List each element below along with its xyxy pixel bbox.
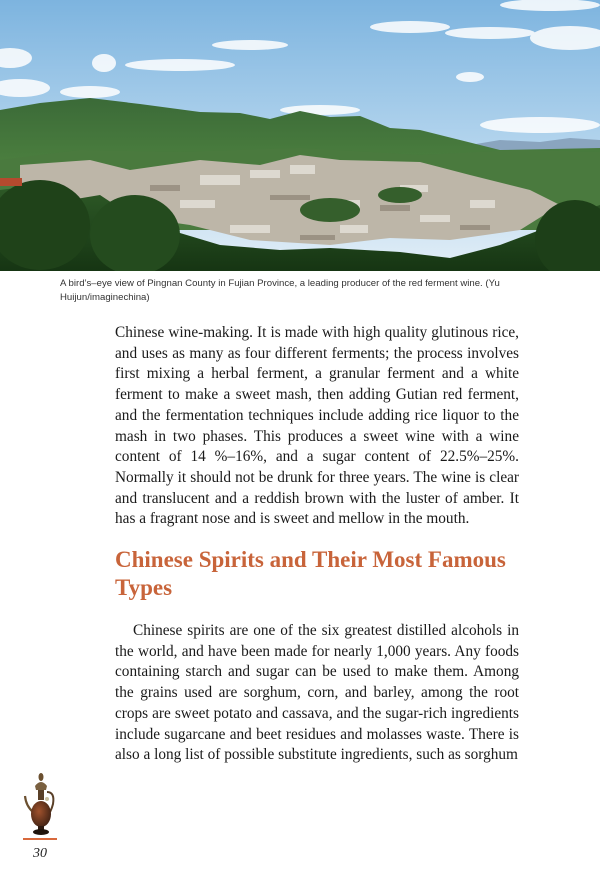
page-number: 30 [33, 846, 47, 861]
body-paragraph-2 [115, 621, 519, 766]
landscape-photo [0, 0, 600, 271]
paragraph-text: Chinese spirits are one of the six greatest distilled alcohols in the world, and have been made for nearly 1,000 years. Any foods containing starch and sugar can be used to make them. Among the grains used are sorghum, corn, and barley, among the root crops are sweet potato and cassava, and the sugar-rich ingredients include sugarcane and beet residues and molasses waste. There is also a long list of possible substitute ingredients, such as sorghum [115, 622, 519, 764]
photo-caption: A bird’s–eye view of Pingnan County in Fujian Province, a leading producer of the red ferment wine. (Yu Huijun/imaginechina) [60, 278, 500, 303]
body-paragraph-1 [115, 323, 519, 530]
section-heading: Chinese Spirits and Their Most Famous Types [115, 547, 506, 600]
teapot-ewer-icon [22, 772, 60, 838]
footer-rule [23, 838, 57, 840]
paragraph-text: Chinese wine-making. It is made with high quality glutinous rice, and uses as many as four different ferments; the process involves first mixing a herbal ferment, a granular ferment and a white ferment to make a sweet mash, then adding Gutian red ferment, and the fermentation techniques include adding rice liquor to the mash in two phases. This produces a sweet wine with a wine content of 14 %–16%, and a sugar content of 22.5%–25%. Normally it should not be drunk for three years. The wine is clear and translucent and a reddish brown with the luster of amber. It has a fragrant nose and is sweet and mellow in the mouth. [115, 324, 519, 528]
header-photo [0, 0, 600, 271]
